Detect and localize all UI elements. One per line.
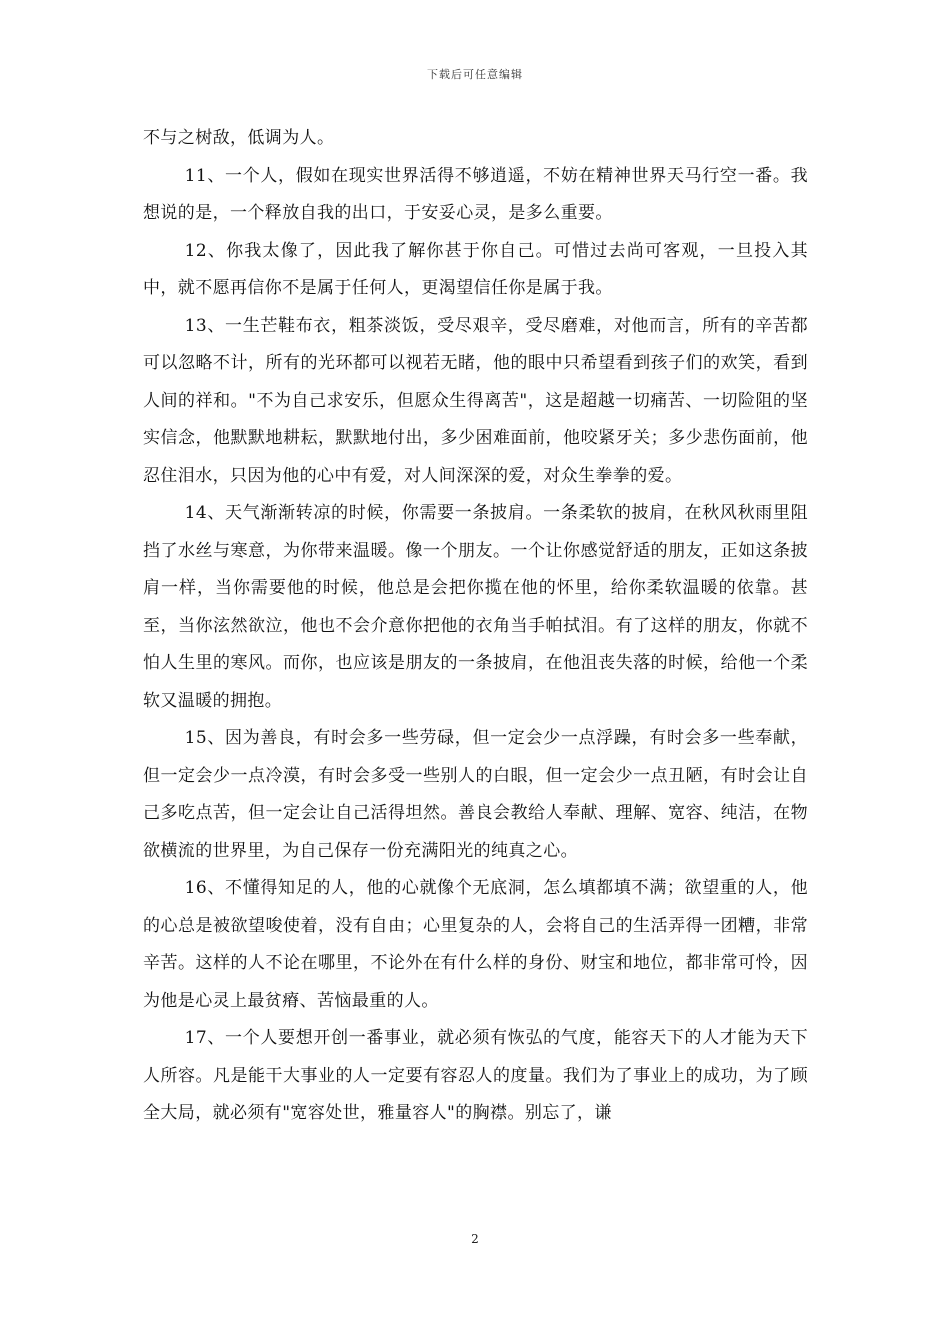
page-number: 2 xyxy=(471,1232,479,1246)
paragraph-13: 13、一生芒鞋布衣，粗茶淡饭，受尽艰辛，受尽磨难，对他而言，所有的辛苦都可以忽略不计，所有的光环都可以视若无睹，他的眼中只希望看到孩子们的欢笑，看到人间的祥和。"不为自己求安乐，但愿众生得离苦"，这是超越一切痛苦、一切险阻的坚实信念，他默默地耕耘，默默地付出，多少困难面前，他咬紧牙关；多少悲伤面前，他忍住泪水，只因为他的心中有爱，对人间深深的爱，对众生拳拳的爱。 xyxy=(143,315,808,486)
paragraph-15: 15、因为善良，有时会多一些劳碌，但一定会少一点浮躁，有时会多一些奉献，但一定会少一点冷漠，有时会多受一些别人的白眼，但一定会少一点丑陋，有时会让自己多吃点苦，但一定会让自己活得坦然。善良会教给人奉献、理解、宽容、纯洁，在物欲横流的世界里，为自己保存一份充满阳光的纯真之心。 xyxy=(143,728,808,861)
paragraph-11: 11、一个人，假如在现实世界活得不够逍遥，不妨在精神世界天马行空一番。我想说的是，一个释放自我的出口，于安妥心灵，是多么重要。 xyxy=(143,165,808,223)
paragraph-14: 14、天气渐渐转凉的时候，你需要一条披肩。一条柔软的披肩，在秋风秋雨里阻挡了水丝与寒意，为你带来温暖。像一个朋友。一个让你感觉舒适的朋友，正如这条披肩一样，当你需要他的时候，他总是会把你揽在他的怀里，给你柔软温暖的依靠。甚至，当你泫然欲泣，他也不会介意你把他的衣角当手帕拭泪。有了这样的朋友，你就不怕人生里的寒风。而你，也应该是朋友的一条披肩，在他沮丧失落的时候，给他一个柔软又温暖的拥抱。 xyxy=(143,503,808,711)
paragraph-17: 17、一个人要想开创一番事业，就必须有恢弘的气度，能容天下的人才能为天下人所容。凡是能干大事业的人一定要有容忍人的度量。我们为了事业上的成功，为了顾全大局，就必须有"宽容处世，雅量容人"的胸襟。别忘了，谦 xyxy=(143,1028,808,1123)
paragraph-16: 16、不懂得知足的人，他的心就像个无底洞，怎么填都填不满；欲望重的人，他的心总是被欲望唆使着，没有自由；心里复杂的人，会将自己的生活弄得一团糟，非常辛苦。这样的人不论在哪里，不论外在有什么样的身份、财宝和地位，都非常可怜，因为他是心灵上最贫瘠、苦恼最重的人。 xyxy=(143,878,808,1011)
document-body xyxy=(143,120,808,1133)
paragraph-12: 12、你我太像了，因此我了解你甚于你自己。可惜过去尚可客观，一旦投入其中，就不愿再信你不是属于任何人，更渴望信任你是属于我。 xyxy=(143,240,808,298)
paragraph-continuation: 不与之树敌，低调为人。 xyxy=(143,128,335,148)
page-header: 下载后可任意编辑 xyxy=(427,68,523,81)
